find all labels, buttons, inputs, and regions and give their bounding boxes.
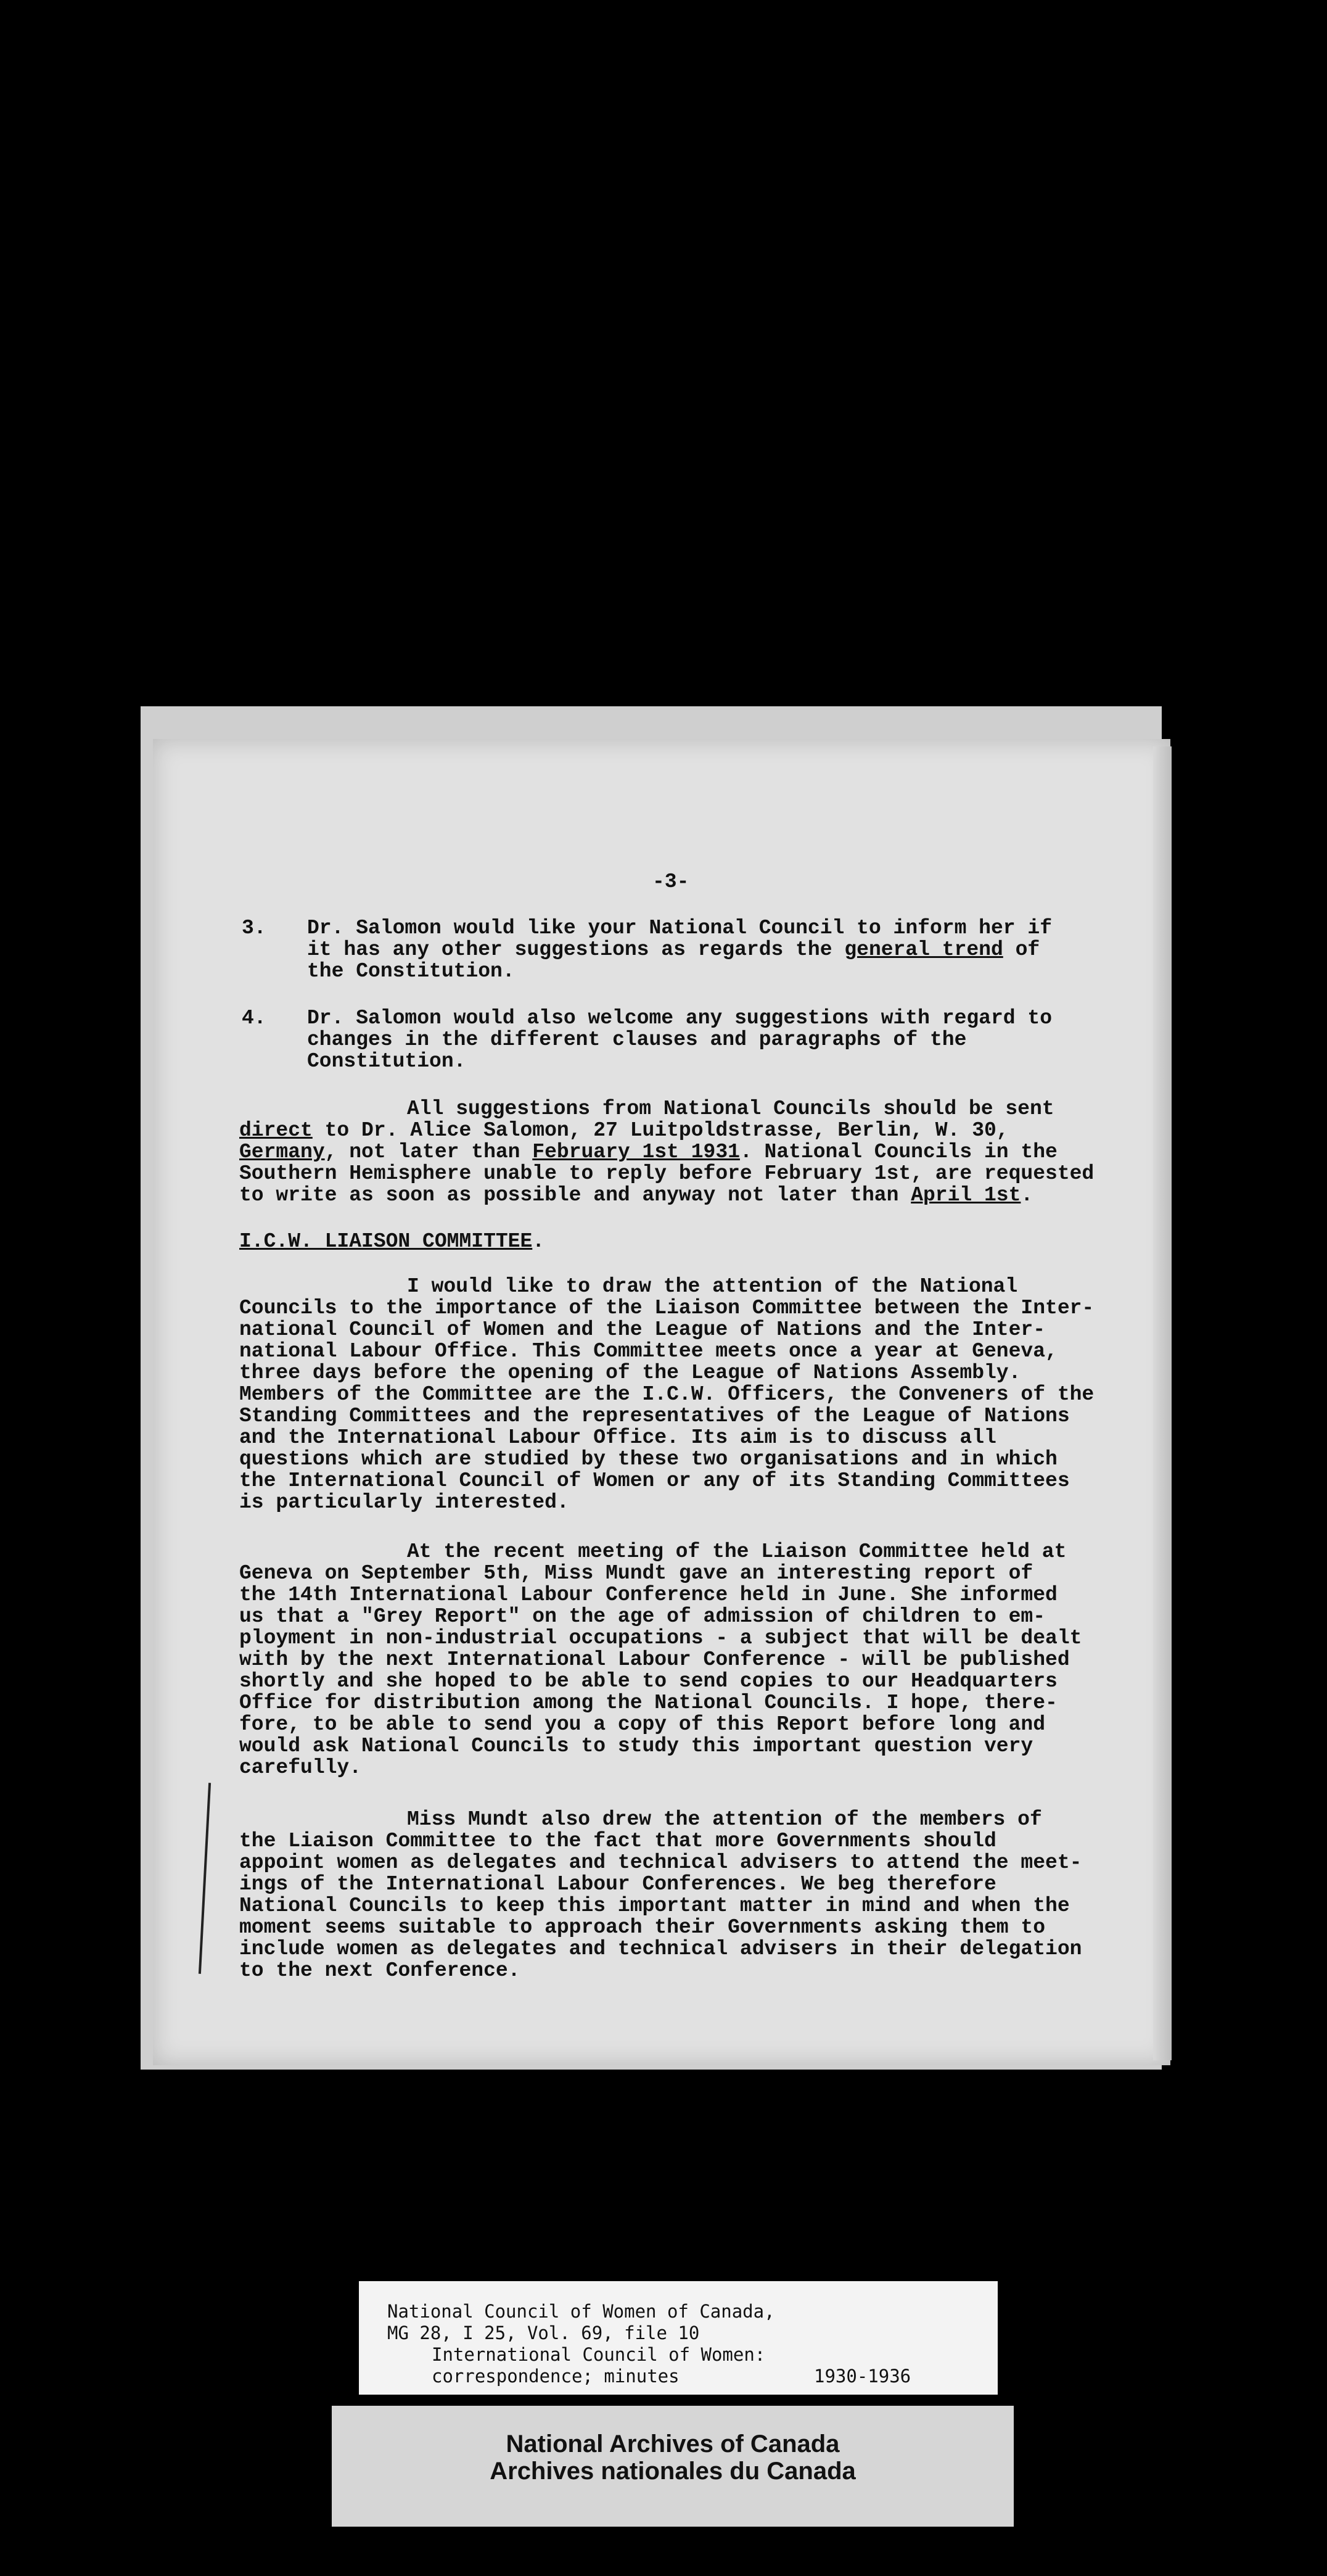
para-2-line-11: is particularly interested. <box>239 1491 569 1514</box>
para-2-line-4: national Labour Office. This Committee meets once a year at Geneva, <box>239 1340 1058 1363</box>
para-3-line-8: Office for distribution among the National Councils. I hope, there- <box>239 1691 1058 1714</box>
para-3-line-2: Geneva on September 5th, Miss Mundt gave an interesting report of <box>239 1562 1033 1585</box>
archive-label-line-4: correspondence; minutes <box>432 2366 680 2387</box>
para-3-line-7: shortly and she hoped to be able to send copies to our Headquarters <box>239 1670 1058 1693</box>
para-3-line-6: with by the next International Labour Conference - will be published <box>239 1648 1070 1671</box>
para-3-line-5: ployment in non-industrial occupations - a subject that will be dealt <box>239 1627 1082 1649</box>
archive-label-line-1: National Council of Women of Canada, <box>387 2301 775 2322</box>
para-2-line-5: three days before the opening of the League of Nations Assembly. <box>239 1361 1021 1384</box>
para-4-line-2: the Liaison Committee to the fact that more Governments should <box>239 1830 996 1852</box>
section-heading: I.C.W. LIAISON COMMITTEE. <box>239 1230 545 1253</box>
para-3-line-1: At the recent meeting of the Liaison Committee held at <box>407 1540 1067 1563</box>
para-3-line-3: the 14th International Labour Conference held in June. She informed <box>239 1583 1058 1606</box>
item-4-line-1: Dr. Salomon would also welcome any suggestions with regard to <box>307 1007 1052 1030</box>
para-1-line-3: Germany, not later than February 1st 1931. National Councils in the <box>239 1141 1058 1163</box>
para-3-line-10: would ask National Councils to study this important question very <box>239 1735 1033 1757</box>
para-3-line-9: fore, to be able to send you a copy of this Report before long and <box>239 1713 1046 1736</box>
archive-label-line-2: MG 28, I 25, Vol. 69, file 10 <box>387 2322 700 2343</box>
para-3-line-4: us that a "Grey Report" on the age of admission of children to em- <box>239 1605 1046 1628</box>
archive-label-line-3: International Council of Women: <box>432 2344 766 2365</box>
para-1-line-5: to write as soon as possible and anyway not later than April 1st. <box>239 1184 1033 1207</box>
item-4-line-2: changes in the different clauses and paragraphs of the <box>307 1028 967 1051</box>
archives-banner-french: Archives nationales du Canada <box>490 2458 856 2485</box>
para-4-line-5: National Councils to keep this important matter in mind and when the <box>239 1894 1070 1917</box>
item-3-number: 3. <box>242 917 266 939</box>
para-2-line-10: the International Council of Women or any of its Standing Committees <box>239 1469 1070 1492</box>
para-2-line-3: national Council of Women and the League of Nations and the Inter- <box>239 1318 1046 1341</box>
general-trend-underlined: general trend <box>844 938 1003 961</box>
para-4-line-4: ings of the International Labour Conferences. We beg therefore <box>239 1873 996 1896</box>
item-3-line-1: Dr. Salomon would like your National Council to inform her if <box>307 917 1052 939</box>
page-number: -3- <box>652 870 689 893</box>
para-1-line-1: All suggestions from National Councils should be sent <box>407 1097 1054 1120</box>
item-3-line-3: the Constitution. <box>307 960 515 983</box>
item-3-line-2: it has any other suggestions as regards the general trend of <box>307 938 1040 961</box>
para-4-line-6: moment seems suitable to approach their Governments asking them to <box>239 1916 1046 1939</box>
para-2-line-8: and the International Labour Office. Its aim is to discuss all <box>239 1426 996 1449</box>
para-4-line-7: include women as delegates and technical advisers in their delegation <box>239 1938 1082 1960</box>
item-4-line-3: Constitution. <box>307 1050 466 1073</box>
archive-label-years: 1930-1936 <box>814 2366 911 2387</box>
page-edge <box>1153 746 1172 2060</box>
item-4-number: 4. <box>242 1007 266 1030</box>
para-4-line-3: appoint women as delegates and technical advisers to attend the meet- <box>239 1851 1082 1874</box>
para-2-line-7: Standing Committees and the representatives of the League of Nations <box>239 1405 1070 1427</box>
para-1-line-2: direct to Dr. Alice Salomon, 27 Luitpoldstrasse, Berlin, W. 30, <box>239 1119 1009 1142</box>
para-3-line-11: carefully. <box>239 1756 362 1779</box>
para-2-line-2: Councils to the importance of the Liaison Committee between the Inter- <box>239 1297 1095 1319</box>
para-2-line-9: questions which are studied by these two organisations and in which <box>239 1448 1058 1471</box>
para-2-line-6: Members of the Committee are the I.C.W. Officers, the Conveners of the <box>239 1383 1095 1406</box>
para-2-line-1: I would like to draw the attention of the National <box>407 1275 1018 1298</box>
archives-banner-english: National Archives of Canada <box>506 2430 840 2458</box>
para-4-line-1: Miss Mundt also drew the attention of the members of <box>407 1808 1042 1831</box>
para-4-line-8: to the next Conference. <box>239 1959 520 1982</box>
para-1-line-4: Southern Hemisphere unable to reply before February 1st, are requested <box>239 1162 1095 1185</box>
